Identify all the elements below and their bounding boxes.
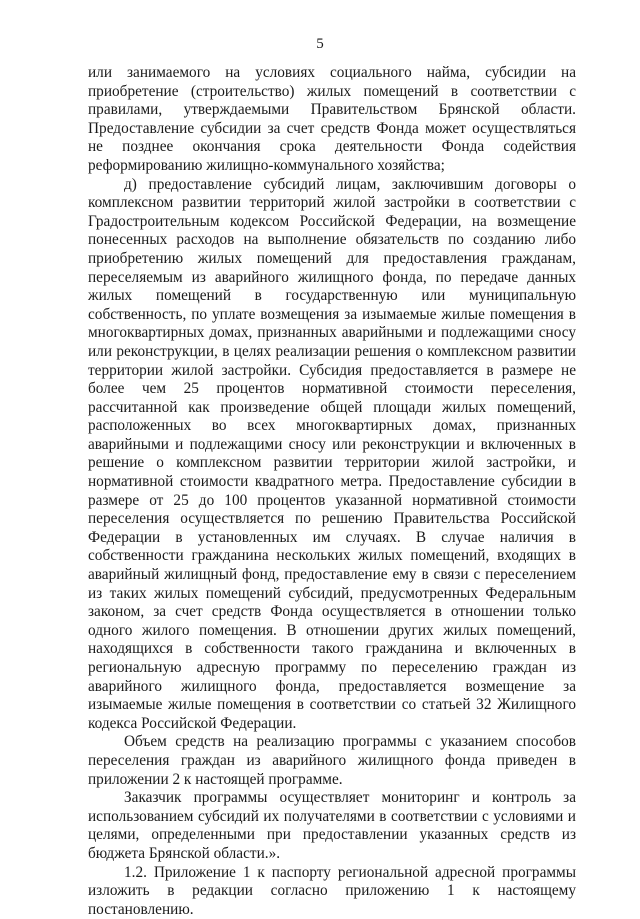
paragraph: Объем средств на реализацию программы с указанием способов переселения граждан из аварийного жилищного фонда приведен в приложении 2 к настоящей программе. (88, 733, 576, 788)
paragraph: или занимаемого на условиях социального найма, субсидии на приобретение (строительство) жилых помещений в соответствии с правилами, утверждаемыми Правительством Брянской области. Предоставление субсидии за счет средств Фонда может осуществляться не позднее окончания срока деятельности Фонда содействия реформированию жилищно-коммунального хозяйства; (88, 64, 576, 174)
paragraph: Заказчик программы осуществляет мониторинг и контроль за использованием субсидий их получателями в соответствии с условиями и целями, определенными при предоставлении указанных средств из бюджета Брянской области.». (88, 789, 576, 862)
paragraph: д) предоставление субсидий лицам, заключившим договоры о комплексном развитии территорий жилой застройки в соответствии с Градостроительным кодексом Российской Федерации, на возмещение понесенных расходов на выполнение обязательств по созданию либо приобретению жилых помещений для предоставления гражданам, переселяемым из аварийного жилищного фонда, по передаче данных жилых помещений в государственную или муниципальную собственность, по уплате возмещения за изымаемые жилые помещения в многоквартирных домах, признанных аварийными и подлежащими сносу или реконструкции, в целях реализации решения о комплексном развитии территории жилой застройки. Субсидия предоставляется в размере не более чем 25 процентов нормативной стоимости переселения, рассчитанной как произведение общей площади жилых помещений, расположенных во всех многоквартирных домах, признанных аварийными и подлежащими сносу или реконструкции и включенных в решение о комплексном развитии территории жилой застройки, и нормативной стоимости квадратного метра. Предоставление субсидии в размере от 25 до 100 процентов указанной нормативной стоимости переселения осуществляется по решению Правительства Российской Федерации в установленных им случаях. В случае наличия в собственности гражданина нескольких жилых помещений, входящих в аварийный жилищный фонд, предоставление ему в связи с переселением из таких жилых помещений субсидий, предусмотренных Федеральным законом, за счет средств Фонда осуществляется в отношении только одного жилого помещения. В отношении других жилых помещений, находящихся в собственности такого гражданина и включенных в региональную адресную программу по переселению граждан из аварийного жилищного фонда, предоставляется возмещение за изымаемые жилые помещения в соответствии со статьей 32 Жилищного кодекса Российской Федерации. (88, 175, 576, 732)
document-body (88, 64, 576, 919)
page-number: 5 (316, 36, 324, 52)
paragraph: 1.2. Приложение 1 к паспорту региональной адресной программы изложить в редакции согласно приложению 1 к настоящему постановлению. (88, 863, 576, 918)
